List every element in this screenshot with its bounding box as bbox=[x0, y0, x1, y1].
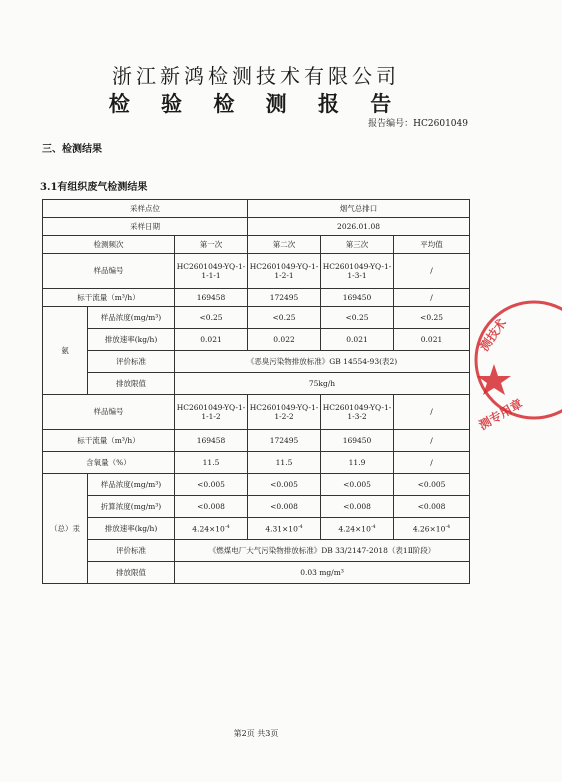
conc-label: 样品浓度(mg/m³) bbox=[88, 474, 175, 496]
table-cell: HC2601049-YQ-1-1-2-1 bbox=[248, 254, 321, 289]
table-cell: 169450 bbox=[321, 430, 394, 452]
table-row bbox=[43, 218, 470, 236]
table-cell: 11.9 bbox=[321, 452, 394, 474]
table-row bbox=[43, 200, 470, 218]
table-cell: HC2601049-YQ-1-1-1-1 bbox=[175, 254, 248, 289]
table-row bbox=[43, 474, 470, 496]
table-row bbox=[43, 373, 470, 395]
table-cell: HC2601049-YQ-1-1-2-2 bbox=[248, 395, 321, 430]
page-footer: 第2页 共3页 bbox=[233, 729, 279, 738]
table-header-cell: 第一次 bbox=[175, 236, 248, 254]
table-cell: <0.008 bbox=[394, 496, 470, 518]
company-name: 浙江新鸿检测技术有限公司 bbox=[112, 64, 400, 88]
sample-no-label: 样品编号 bbox=[43, 254, 175, 289]
table-row bbox=[43, 329, 470, 351]
table-header-cell: 平均值 bbox=[394, 236, 470, 254]
rate-label: 排放速率(kg/h) bbox=[88, 518, 175, 540]
table-row bbox=[43, 307, 470, 329]
ammonia-limit: 75kg/h bbox=[175, 373, 470, 395]
table-cell: <0.008 bbox=[321, 496, 394, 518]
rate-exponent: -4 bbox=[445, 523, 451, 530]
table-cell bbox=[394, 518, 470, 540]
report-number: 报告编号：HC2601049 bbox=[368, 119, 468, 129]
table-cell: 11.5 bbox=[175, 452, 248, 474]
subsection-title: 3.1有组织废气检测结果 bbox=[40, 182, 148, 193]
table-cell bbox=[248, 518, 321, 540]
table-row bbox=[43, 540, 470, 562]
table-cell: <0.008 bbox=[248, 496, 321, 518]
table-row bbox=[43, 562, 470, 584]
table-cell: <0.005 bbox=[248, 474, 321, 496]
table-cell: <0.25 bbox=[321, 307, 394, 329]
table-cell: <0.008 bbox=[175, 496, 248, 518]
sampling-date-value: 2026.01.08 bbox=[248, 218, 470, 236]
table-cell: / bbox=[394, 452, 470, 474]
table-cell: / bbox=[394, 289, 470, 307]
seal-text-bottom: 测专用章 bbox=[476, 396, 526, 433]
table-cell: <0.005 bbox=[321, 474, 394, 496]
table-cell: 0.022 bbox=[248, 329, 321, 351]
company-seal bbox=[472, 318, 562, 458]
table-cell: / bbox=[394, 430, 470, 452]
seal-star-icon bbox=[477, 364, 511, 395]
table-cell: 0.021 bbox=[394, 329, 470, 351]
table-cell: HC2601049-YQ-1-1-3-1 bbox=[321, 254, 394, 289]
table-cell: / bbox=[394, 395, 470, 430]
standard-label: 评价标准 bbox=[88, 351, 175, 373]
flow-label: 标干流量（m³/h） bbox=[43, 430, 175, 452]
rate-value: 4.24×10 bbox=[192, 524, 225, 534]
table-cell: 172495 bbox=[248, 430, 321, 452]
table-cell: <0.25 bbox=[175, 307, 248, 329]
mercury-limit: 0.03 mg/m³ bbox=[175, 562, 470, 584]
sampling-point-value: 烟气总排口 bbox=[248, 200, 470, 218]
ammonia-standard: 《恶臭污染物排放标准》GB 14554-93(表2) bbox=[175, 351, 470, 373]
rate-value: 4.26×10 bbox=[412, 524, 446, 534]
rate-exponent: -4 bbox=[297, 523, 303, 530]
table-cell: HC2601049-YQ-1-1-1-2 bbox=[175, 395, 248, 430]
table-cell: 169458 bbox=[175, 430, 248, 452]
results-table bbox=[42, 199, 470, 584]
rate-value: 4.31×10 bbox=[265, 524, 298, 534]
table-header-cell: 第三次 bbox=[321, 236, 394, 254]
table-row bbox=[43, 518, 470, 540]
limit-label: 排放限值 bbox=[88, 373, 175, 395]
converted-label: 折算浓度(mg/m³) bbox=[88, 496, 175, 518]
table-row bbox=[43, 496, 470, 518]
ammonia-label: 氨 bbox=[43, 307, 88, 395]
conc-label: 样品浓度(mg/m³) bbox=[88, 307, 175, 329]
table-row bbox=[43, 395, 470, 430]
table-row bbox=[43, 430, 470, 452]
oxygen-label: 含氧量（%） bbox=[43, 452, 175, 474]
table-cell: 172495 bbox=[248, 289, 321, 307]
table-cell bbox=[175, 518, 248, 540]
rate-label: 排放速率(kg/h) bbox=[88, 329, 175, 351]
sample-no-label: 样品编号 bbox=[43, 395, 175, 430]
flow-label: 标干流量（m³/h） bbox=[43, 289, 175, 307]
table-cell bbox=[321, 518, 394, 540]
table-cell: 11.5 bbox=[248, 452, 321, 474]
mercury-label: （总）汞 bbox=[43, 474, 88, 584]
table-row bbox=[43, 254, 470, 289]
table-row bbox=[43, 289, 470, 307]
standard-label: 评价标准 bbox=[88, 540, 175, 562]
section-title: 三、检测结果 bbox=[42, 144, 102, 155]
rate-value: 4.24×10 bbox=[338, 524, 371, 534]
limit-label: 排放限值 bbox=[88, 562, 175, 584]
table-cell: 0.021 bbox=[175, 329, 248, 351]
table-header-cell: 第二次 bbox=[248, 236, 321, 254]
sampling-point-label: 采样点位 bbox=[43, 200, 248, 218]
table-cell: 169458 bbox=[175, 289, 248, 307]
rate-exponent: -4 bbox=[224, 523, 230, 530]
table-cell: HC2601049-YQ-1-1-3-2 bbox=[321, 395, 394, 430]
table-cell: 0.021 bbox=[321, 329, 394, 351]
seal-text-top: 测技术 bbox=[476, 316, 510, 354]
table-cell: / bbox=[394, 254, 470, 289]
report-title: 检 验 检 测 报 告 bbox=[108, 92, 404, 116]
table-cell: <0.25 bbox=[394, 307, 470, 329]
table-row bbox=[43, 236, 470, 254]
table-cell: <0.005 bbox=[175, 474, 248, 496]
freq-label: 检测频次 bbox=[43, 236, 175, 254]
sampling-date-label: 采样日期 bbox=[43, 218, 248, 236]
rate-exponent: -4 bbox=[370, 523, 376, 530]
mercury-standard: 《燃煤电厂大气污染物排放标准》DB 33/2147-2018（表1Ⅱ阶段） bbox=[175, 540, 470, 562]
table-row bbox=[43, 351, 470, 373]
table-cell: 169450 bbox=[321, 289, 394, 307]
table-cell: <0.25 bbox=[248, 307, 321, 329]
table-cell: <0.005 bbox=[394, 474, 470, 496]
table-row bbox=[43, 452, 470, 474]
